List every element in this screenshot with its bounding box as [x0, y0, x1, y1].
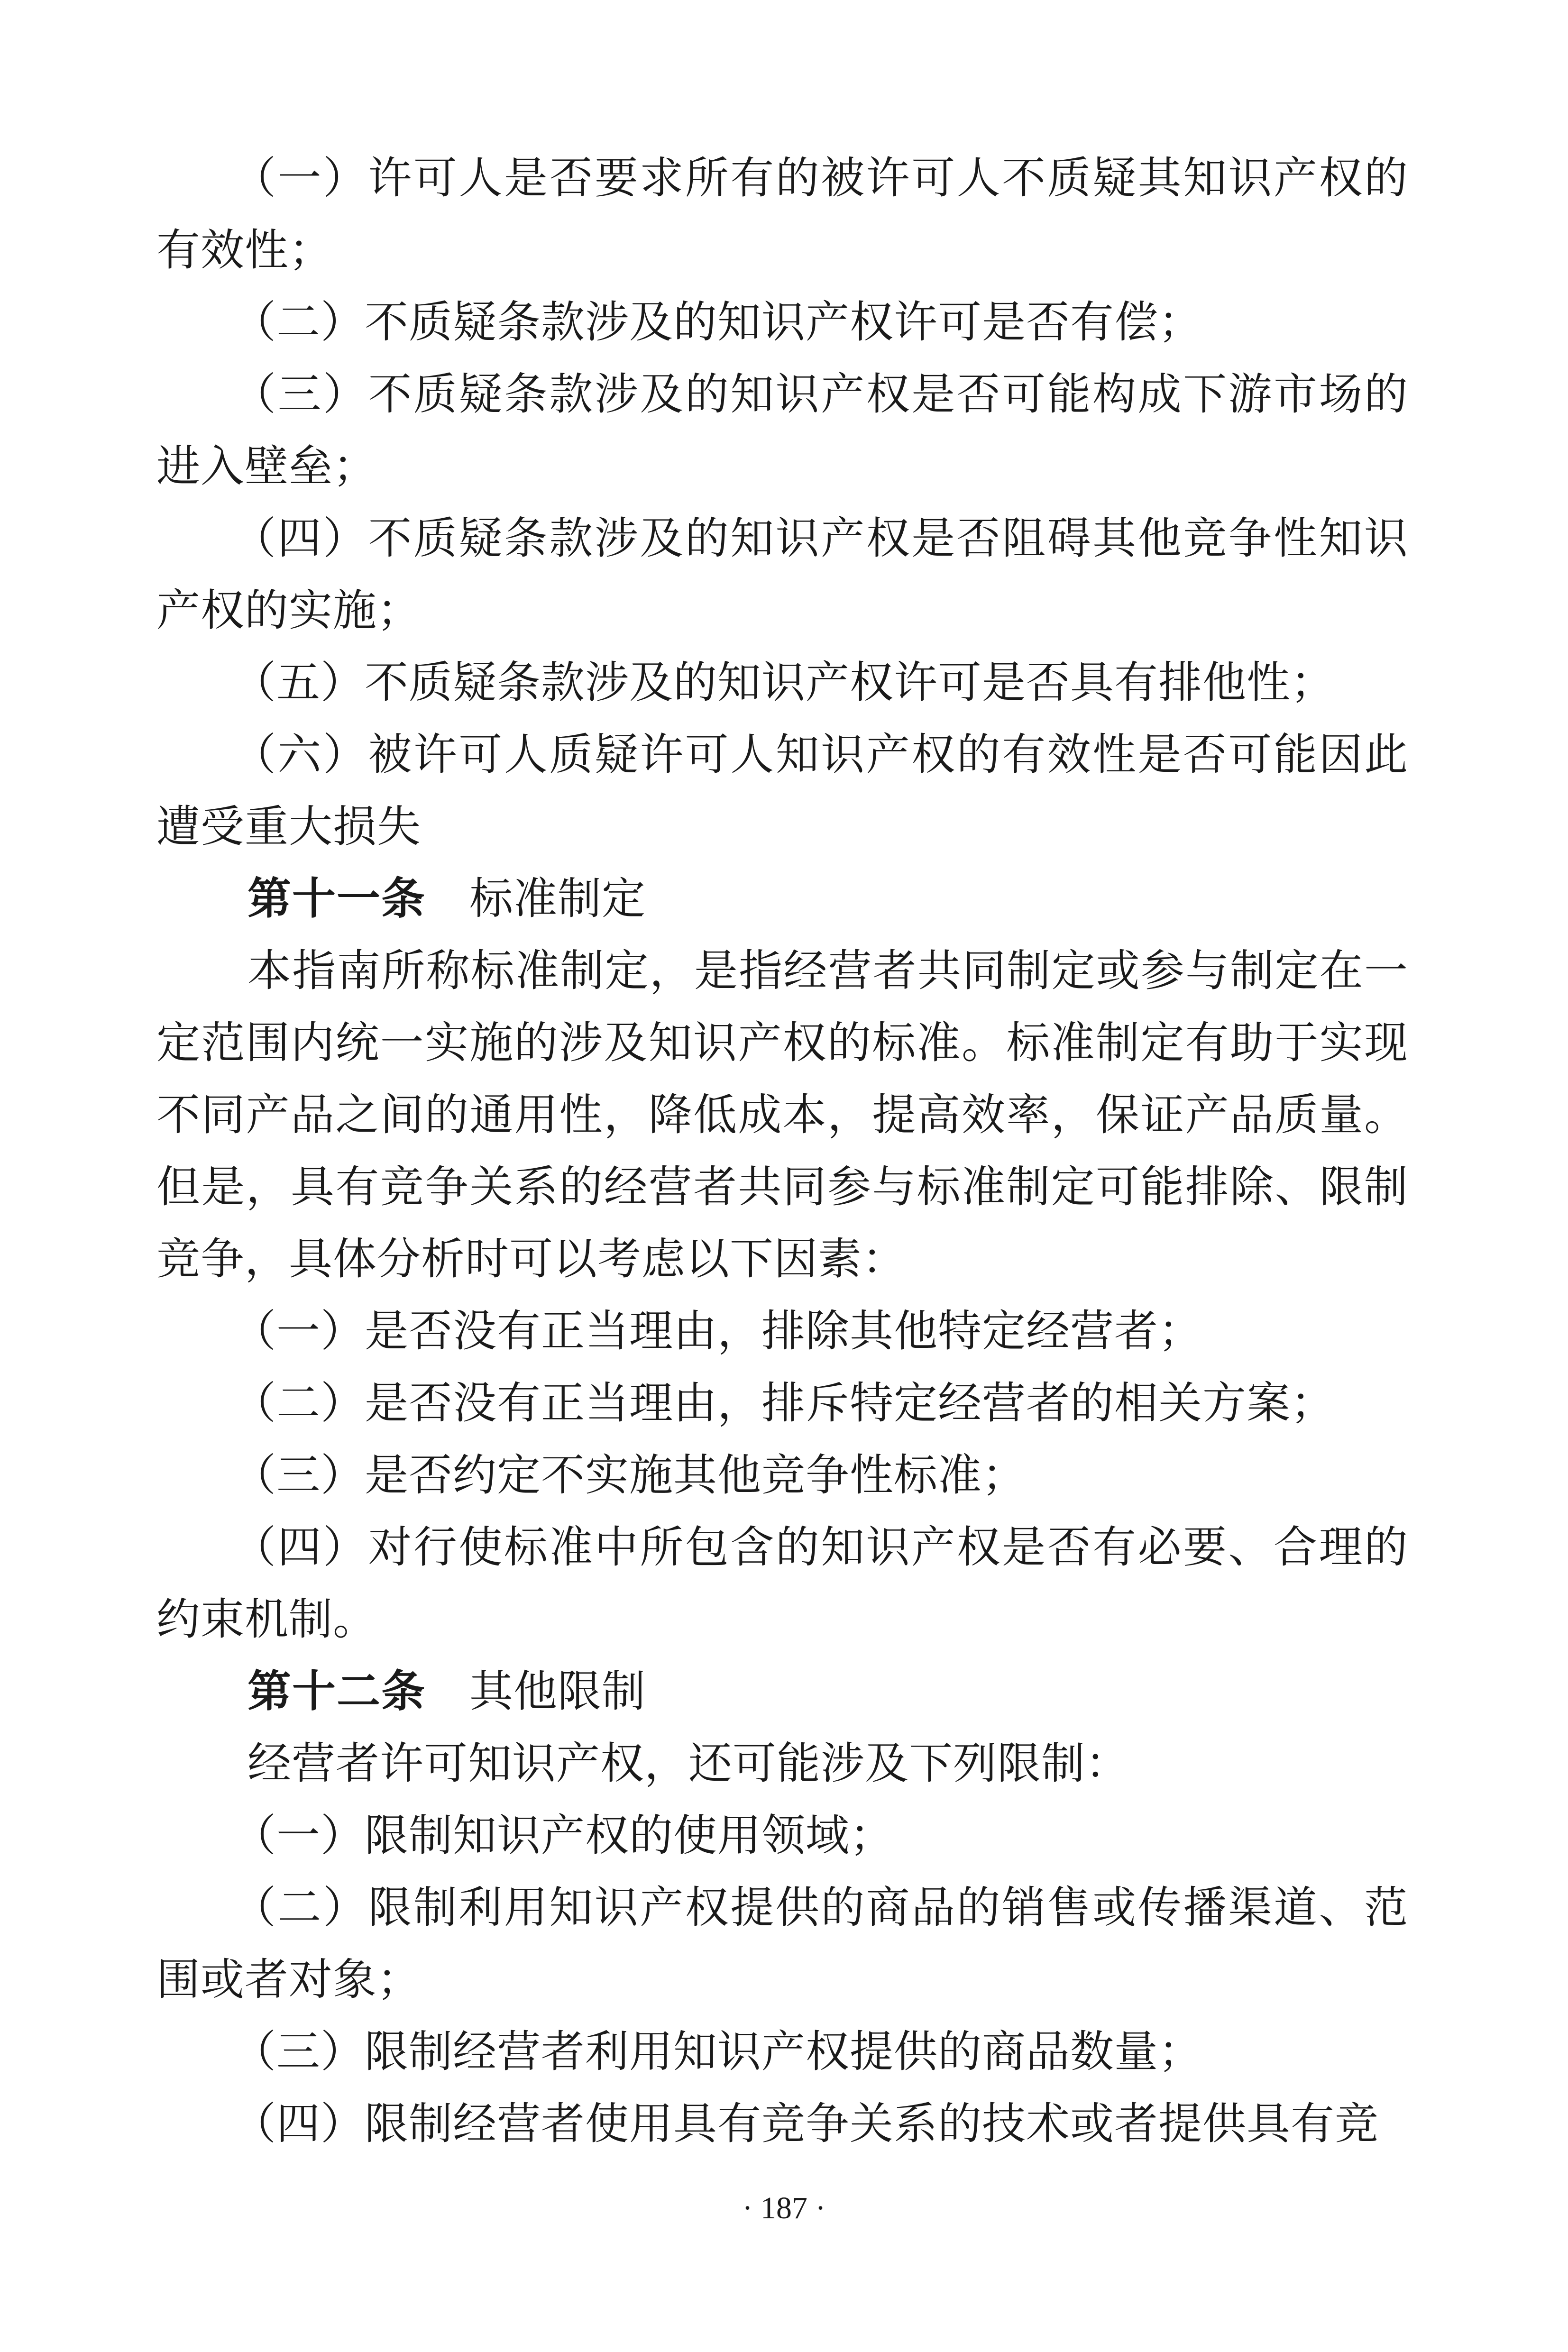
- article-body: 经营者许可知识产权，还可能涉及下列限制：: [248, 1738, 1130, 1789]
- document-page: [156, 142, 1408, 2160]
- article-heading: [156, 863, 1408, 935]
- list-item: （四）不质疑条款涉及的知识产权是否阻碍其他竞争性知识产权的实施；: [156, 513, 1408, 636]
- list-item: （三）不质疑条款涉及的知识产权是否可能构成下游市场的进入壁垒；: [156, 369, 1408, 492]
- list-item: （六）被许可人质疑许可人知识产权的有效性是否可能因此遭受重大损失: [156, 729, 1408, 852]
- list-item: （三）是否约定不实施其他竞争性标准；: [232, 1450, 1027, 1501]
- page-number: · 187 ·: [742, 2191, 826, 2225]
- list-item: （二）限制利用知识产权提供的商品的销售或传播渠道、范围或者对象；: [156, 1882, 1408, 2005]
- list-item: （四）对行使标准中所包含的知识产权是否有必要、合理的约束机制。: [156, 1522, 1408, 1645]
- list-item: （二）不质疑条款涉及的知识产权许可是否有偿；: [232, 297, 1203, 348]
- article-body: 本指南所称标准制定，是指经营者共同制定或参与制定在一定范围内统一实施的涉及知识产权的标准。标准制定有助于实现不同产品之间的通用性，降低成本，提高效率，保证产品质量。但是，具有竞争关系的经营者共同参与标准制定可能排除、限制竞争，具体分析时可以考虑以下因素：: [156, 945, 1408, 1284]
- list-item: （一）许可人是否要求所有的被许可人不质疑其知识产权的有效性；: [156, 153, 1408, 275]
- list-item: （一）限制知识产权的使用领域；: [232, 1810, 894, 1861]
- list-item: （一）是否没有正当理由，排除其他特定经营者；: [232, 1306, 1203, 1356]
- article-title: 其他限制: [469, 1666, 646, 1717]
- list-item: （二）是否没有正当理由，排斥特定经营者的相关方案；: [232, 1378, 1335, 1428]
- article-heading: [156, 1656, 1408, 1728]
- list-item: （三）限制经营者利用知识产权提供的商品数量；: [232, 2026, 1203, 2077]
- article-number: 第十二条: [248, 1666, 426, 1717]
- article-title: 标准制定: [469, 873, 646, 924]
- list-item: （四）限制经营者使用具有竞争关系的技术或者提供具有竞: [232, 2098, 1379, 2149]
- article-number: 第十一条: [248, 873, 426, 924]
- list-item: （五）不质疑条款涉及的知识产权许可是否具有排他性；: [232, 657, 1335, 708]
